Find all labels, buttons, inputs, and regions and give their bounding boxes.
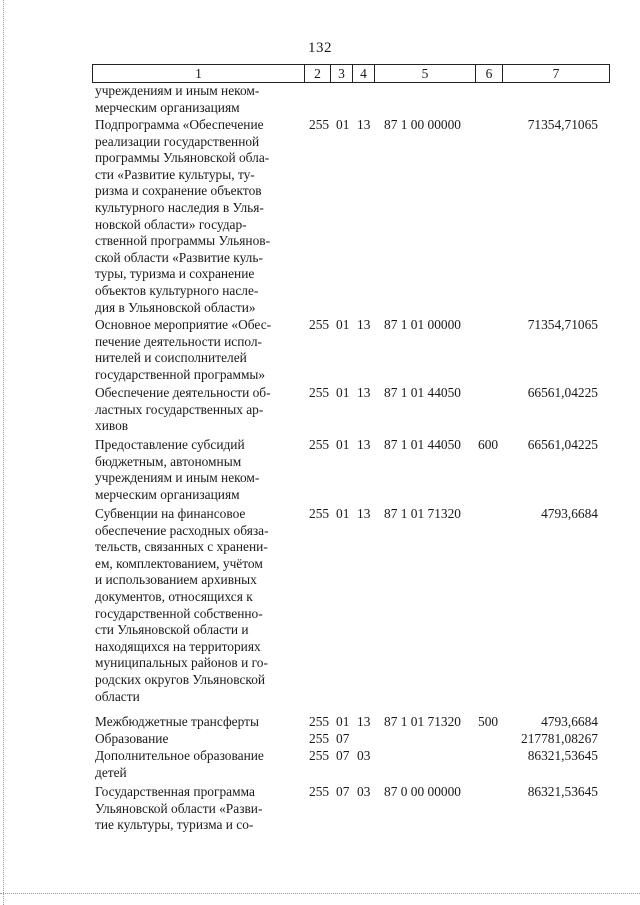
row-grbs: 255 [309,506,330,521]
row-description: Государственная программа Ульяновской области «Разви- тие культуры, туризма и со- [95,784,263,833]
table-row [0,714,640,731]
table-row [0,731,640,748]
row-grbs: 255 [309,731,330,746]
row-expense-type: 600 [478,437,499,452]
table-row [0,385,640,437]
row-grbs: 255 [309,714,330,729]
table-row [0,784,640,836]
table-row [0,317,640,385]
column-header-row [93,65,610,83]
table-row [0,437,640,506]
row-subsection: 03 [357,748,371,763]
column-header-5: 5 [375,65,476,83]
row-subsection: 13 [357,385,371,400]
column-header-4: 4 [353,65,375,83]
table-row [0,83,640,117]
row-subsection: 13 [357,317,371,332]
row-description: Образование [95,731,169,746]
row-section: 01 [336,317,350,332]
row-sum: 86321,53645 [527,748,598,763]
row-sum: 217781,08267 [521,731,598,746]
row-subsection: 13 [357,506,371,521]
row-description: Межбюджетные трансферты [95,714,259,729]
row-description: Основное мероприятие «Обес- печение деятельности испол- нителей и соисполнителей государственной программы» [95,317,272,382]
column-header-2: 2 [305,65,331,83]
column-header-1: 1 [93,65,305,83]
column-header-table [92,64,610,83]
row-description: Субвенции на финансовое обеспечение расходных обяза- тельств, связанных с хранени- ем, комплектованием, учётом и использованием архивных документов, относящихся к государственной собственно- сти Ульяновской области и находящихся на территориях муниципальных районов и го- родских округов Ульяновской области [95,506,269,704]
row-subsection: 03 [357,784,371,799]
row-sum: 71354,71065 [527,317,598,332]
row-grbs: 255 [309,385,330,400]
row-target-article: 87 0 00 00000 [384,784,461,799]
column-header-3: 3 [331,65,353,83]
row-sum: 86321,53645 [527,784,598,799]
row-description: Подпрограмма «Обеспечение реализации государственной программы Ульяновской обла- сти «Развитие культуры, ту- ризма и сохранение объектов культурного наследия в Улья- новской области» государ- ственной программы Ульянов- ской области «Развитие куль- туры, туризма и сохранение объектов культурного насле- дия в Ульяновской области» [95,117,271,315]
row-sum: 66561,04225 [527,385,598,400]
row-subsection: 13 [357,437,371,452]
page-number: 132 [308,40,332,56]
row-grbs: 255 [309,784,330,799]
budget-table-body [0,83,640,836]
table-row [0,506,640,714]
column-header-7: 7 [503,65,610,83]
row-sum: 66561,04225 [527,437,598,452]
row-subsection: 13 [357,714,371,729]
row-section: 01 [336,506,350,521]
row-grbs: 255 [309,317,330,332]
column-header-6: 6 [476,65,503,83]
scan-edge-bottom [0,893,640,895]
row-section: 07 [336,748,350,763]
table-row [0,117,640,317]
row-target-article: 87 1 01 71320 [384,714,461,729]
table-row [0,748,640,784]
row-target-article: 87 1 01 44050 [384,437,461,452]
row-grbs: 255 [309,117,330,132]
row-section: 01 [336,117,350,132]
row-section: 07 [336,731,350,746]
row-target-article: 87 1 01 44050 [384,385,461,400]
row-description: Дополнительное образование детей [95,748,264,780]
row-grbs: 255 [309,437,330,452]
row-target-article: 87 1 01 71320 [384,506,461,521]
row-description: Обеспечение деятельности об- ластных государственных ар- хивов [95,385,271,434]
row-description: Предоставление субсидий бюджетным, автономным учреждениям и иным неком- мерческим организациям [95,437,260,502]
row-description: учреждениям и иным неком- мерческим организациям [95,83,260,115]
row-sum: 71354,71065 [527,117,598,132]
row-subsection: 13 [357,117,371,132]
row-target-article: 87 1 01 00000 [384,317,461,332]
row-section: 01 [336,385,350,400]
row-section: 01 [336,437,350,452]
row-expense-type: 500 [478,714,499,729]
row-section: 07 [336,784,350,799]
row-grbs: 255 [309,748,330,763]
row-section: 01 [336,714,350,729]
row-sum: 4793,6684 [541,506,598,521]
row-target-article: 87 1 00 00000 [384,117,461,132]
row-sum: 4793,6684 [541,714,598,729]
